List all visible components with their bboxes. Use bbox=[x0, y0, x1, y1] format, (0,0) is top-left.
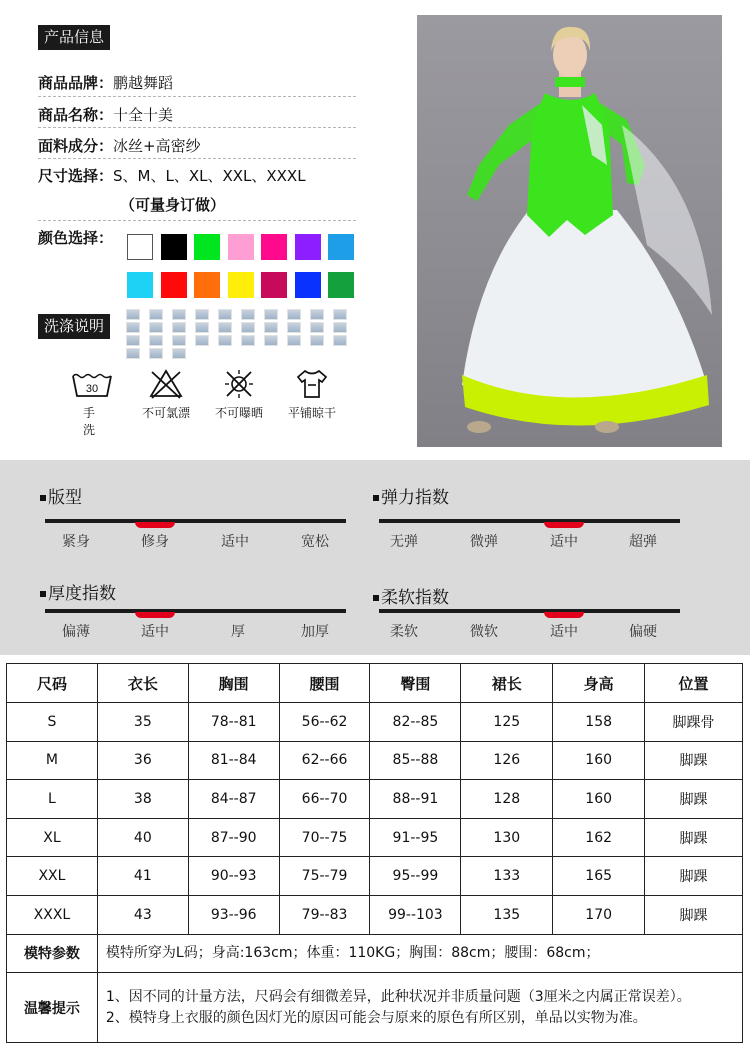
bullet-icon bbox=[373, 595, 379, 601]
detail-thumbnail[interactable] bbox=[126, 348, 140, 359]
detail-thumbnail[interactable] bbox=[333, 335, 347, 346]
table-cell: 81--84 bbox=[188, 741, 279, 780]
table-cell: 40 bbox=[97, 818, 188, 857]
detail-thumbnail[interactable] bbox=[264, 335, 278, 346]
index-scale-bar bbox=[379, 519, 680, 523]
size-table-header: 臀围 bbox=[370, 664, 461, 703]
table-cell: 162 bbox=[553, 818, 645, 857]
size-table bbox=[6, 663, 743, 1043]
table-cell: 62--66 bbox=[279, 741, 370, 780]
index-tick-label: 紧身 bbox=[62, 534, 90, 550]
detail-thumbnails bbox=[126, 309, 358, 361]
index-title bbox=[40, 483, 82, 508]
wash-item-no-sun bbox=[208, 368, 270, 421]
index-tick-label: 偏薄 bbox=[62, 624, 90, 640]
brand-key: 商品品牌： bbox=[38, 74, 114, 92]
index-tick-label: 无弹 bbox=[390, 534, 418, 550]
wash-title: 洗涤说明 bbox=[38, 314, 110, 339]
table-cell: 38 bbox=[97, 780, 188, 819]
color-swatch[interactable] bbox=[295, 272, 321, 298]
detail-thumbnail[interactable] bbox=[149, 335, 163, 346]
detail-thumbnail[interactable] bbox=[310, 309, 324, 320]
detail-thumbnail[interactable] bbox=[241, 322, 255, 333]
index-title-text: 版型 bbox=[48, 488, 82, 508]
detail-thumbnail[interactable] bbox=[218, 309, 232, 320]
detail-thumbnail[interactable] bbox=[126, 309, 140, 320]
model-params-row bbox=[7, 934, 743, 973]
table-cell: S bbox=[7, 703, 98, 742]
color-swatch[interactable] bbox=[127, 272, 153, 298]
custom-note: （可量身订做） bbox=[120, 196, 226, 214]
index-tick-label: 微弹 bbox=[470, 534, 498, 550]
table-cell: XXL bbox=[7, 857, 98, 896]
name-value: 十全十美 bbox=[113, 106, 174, 124]
index-marker bbox=[135, 612, 175, 618]
bullet-icon bbox=[373, 495, 379, 501]
color-row bbox=[38, 227, 113, 248]
size-table-header: 胸围 bbox=[188, 664, 279, 703]
detail-thumbnail[interactable] bbox=[218, 322, 232, 333]
index-tick-label: 微软 bbox=[470, 624, 498, 640]
table-cell: 91--95 bbox=[370, 818, 461, 857]
detail-thumbnail[interactable] bbox=[149, 348, 163, 359]
model-params-text: 模特所穿为L码；身高:163cm；体重：110KG；胸围：88cm；腰围：68cm； bbox=[97, 934, 742, 973]
wash-item-dry-flat bbox=[280, 368, 344, 421]
table-cell: 脚踝骨 bbox=[645, 703, 743, 742]
color-swatch[interactable] bbox=[261, 234, 287, 260]
table-cell: 56--62 bbox=[279, 703, 370, 742]
detail-thumbnail[interactable] bbox=[287, 322, 301, 333]
table-cell: 36 bbox=[97, 741, 188, 780]
size-table-header: 身高 bbox=[553, 664, 645, 703]
table-cell: 脚踝 bbox=[645, 818, 743, 857]
table-cell: 87--90 bbox=[188, 818, 279, 857]
table-cell: XL bbox=[7, 818, 98, 857]
table-cell: 130 bbox=[461, 818, 553, 857]
detail-thumbnail[interactable] bbox=[195, 322, 209, 333]
table-cell: 79--83 bbox=[279, 895, 370, 934]
table-cell: 脚踝 bbox=[645, 780, 743, 819]
color-key: 颜色选择： bbox=[38, 229, 114, 247]
detail-thumbnail[interactable] bbox=[310, 322, 324, 333]
table-cell: 35 bbox=[97, 703, 188, 742]
brand-value: 鹏越舞蹈 bbox=[113, 74, 174, 92]
divider bbox=[38, 127, 356, 128]
table-cell: 135 bbox=[461, 895, 553, 934]
no-bleach-icon bbox=[148, 368, 184, 400]
fabric-value: 冰丝+高密纱 bbox=[113, 137, 201, 155]
table-cell: 158 bbox=[553, 703, 645, 742]
brand-row bbox=[38, 72, 173, 93]
table-cell: 128 bbox=[461, 780, 553, 819]
detail-thumbnail[interactable] bbox=[287, 335, 301, 346]
table-cell: 93--96 bbox=[188, 895, 279, 934]
index-title bbox=[373, 583, 449, 608]
color-swatch[interactable] bbox=[194, 272, 220, 298]
index-scale-bar bbox=[45, 519, 346, 523]
dress-illustration bbox=[417, 15, 722, 447]
table-cell: 脚踝 bbox=[645, 857, 743, 896]
table-row bbox=[7, 895, 743, 934]
no-sun-dry-icon bbox=[221, 368, 257, 400]
table-row bbox=[7, 780, 743, 819]
index-tick-label: 适中 bbox=[550, 624, 578, 640]
tips-row bbox=[7, 973, 743, 1043]
index-title-text: 弹力指数 bbox=[381, 488, 449, 508]
fabric-row bbox=[38, 135, 201, 156]
color-swatch[interactable] bbox=[328, 272, 354, 298]
wash-temp: 30 bbox=[85, 383, 99, 395]
index-title-text: 厚度指数 bbox=[48, 584, 116, 604]
detail-thumbnail[interactable] bbox=[195, 335, 209, 346]
detail-thumbnail[interactable] bbox=[333, 322, 347, 333]
detail-thumbnail[interactable] bbox=[126, 335, 140, 346]
detail-thumbnail[interactable] bbox=[264, 309, 278, 320]
table-cell: 95--99 bbox=[370, 857, 461, 896]
table-cell: 78--81 bbox=[188, 703, 279, 742]
detail-thumbnail[interactable] bbox=[172, 335, 186, 346]
detail-thumbnail[interactable] bbox=[333, 309, 347, 320]
model-params-label: 模特参数 bbox=[7, 934, 98, 973]
table-cell: 125 bbox=[461, 703, 553, 742]
table-cell: XXXL bbox=[7, 895, 98, 934]
tip-text: 2、模特身上衣服的颜色因灯光的原因可能会与原来的原色有所区别，单品以实物为准。 bbox=[105, 1009, 647, 1026]
color-swatch[interactable] bbox=[261, 272, 287, 298]
table-cell: L bbox=[7, 780, 98, 819]
index-marker bbox=[544, 612, 584, 618]
size-value: S、M、L、XL、XXL、XXXL bbox=[113, 167, 306, 185]
table-row bbox=[7, 857, 743, 896]
index-tick-label: 修身 bbox=[141, 534, 169, 550]
color-swatch[interactable] bbox=[295, 234, 321, 260]
table-cell: 133 bbox=[461, 857, 553, 896]
table-cell: 85--88 bbox=[370, 741, 461, 780]
product-info-title: 产品信息 bbox=[38, 25, 110, 50]
detail-thumbnail[interactable] bbox=[149, 309, 163, 320]
index-title bbox=[40, 579, 116, 604]
size-row bbox=[38, 165, 306, 186]
wash-label: 平铺晾干 bbox=[287, 406, 336, 420]
divider bbox=[38, 96, 356, 97]
wash-item-no-bleach bbox=[135, 368, 197, 421]
index-scale-bar bbox=[45, 609, 346, 613]
table-cell: 41 bbox=[97, 857, 188, 896]
bullet-icon bbox=[40, 591, 46, 597]
index-tick-label: 适中 bbox=[141, 624, 169, 640]
table-cell: 165 bbox=[553, 857, 645, 896]
table-cell: 84--87 bbox=[188, 780, 279, 819]
detail-thumbnail[interactable] bbox=[264, 322, 278, 333]
table-cell: 170 bbox=[553, 895, 645, 934]
table-cell: 126 bbox=[461, 741, 553, 780]
wash-label: 不可曝晒 bbox=[214, 406, 263, 420]
color-swatch[interactable] bbox=[228, 272, 254, 298]
wash-label: 不可氯漂 bbox=[141, 406, 190, 420]
table-cell: 70--75 bbox=[279, 818, 370, 857]
index-title bbox=[373, 483, 449, 508]
detail-thumbnail[interactable] bbox=[172, 348, 186, 359]
name-key: 商品名称： bbox=[38, 106, 114, 124]
color-swatch[interactable] bbox=[127, 234, 153, 260]
table-cell: 88--91 bbox=[370, 780, 461, 819]
size-table-header: 衣长 bbox=[97, 664, 188, 703]
size-table-header: 尺码 bbox=[7, 664, 98, 703]
dry-flat-icon bbox=[294, 368, 330, 400]
table-cell: 160 bbox=[553, 741, 645, 780]
index-tick-label: 超弹 bbox=[629, 534, 657, 550]
color-swatch[interactable] bbox=[194, 234, 220, 260]
table-cell: 脚踝 bbox=[645, 895, 743, 934]
detail-thumbnail[interactable] bbox=[218, 335, 232, 346]
index-marker bbox=[544, 522, 584, 528]
detail-thumbnail[interactable] bbox=[241, 335, 255, 346]
table-cell: 82--85 bbox=[370, 703, 461, 742]
index-marker bbox=[135, 522, 175, 528]
table-cell: M bbox=[7, 741, 98, 780]
index-scale-bar bbox=[379, 609, 680, 613]
wash-label: 手 洗 bbox=[82, 406, 115, 437]
size-table-header: 位置 bbox=[645, 664, 743, 703]
index-tick-label: 加厚 bbox=[301, 624, 329, 640]
table-cell: 脚踝 bbox=[645, 741, 743, 780]
index-tick-label: 适中 bbox=[221, 534, 249, 550]
index-tick-label: 宽松 bbox=[301, 534, 329, 550]
fabric-key: 面料成分： bbox=[38, 137, 114, 155]
size-key: 尺寸选择： bbox=[38, 167, 114, 185]
table-cell: 66--70 bbox=[279, 780, 370, 819]
detail-thumbnail[interactable] bbox=[172, 309, 186, 320]
color-swatch[interactable] bbox=[161, 234, 187, 260]
table-row bbox=[7, 818, 743, 857]
color-swatch[interactable] bbox=[328, 234, 354, 260]
wash-item-hand bbox=[58, 368, 126, 438]
table-cell: 160 bbox=[553, 780, 645, 819]
detail-thumbnail[interactable] bbox=[241, 309, 255, 320]
index-tick-label: 适中 bbox=[550, 534, 578, 550]
tip-text: 1、因不同的计量方法，尺码会有细微差异，此种状况并非质量问题（3厘米之内属正常误差）。 bbox=[105, 988, 691, 1005]
detail-thumbnail[interactable] bbox=[126, 322, 140, 333]
hand-wash-30-icon bbox=[70, 368, 114, 400]
detail-thumbnail[interactable] bbox=[172, 322, 186, 333]
tips-text bbox=[97, 973, 742, 1043]
size-table-header: 腰围 bbox=[279, 664, 370, 703]
color-swatch[interactable] bbox=[161, 272, 187, 298]
index-tick-label: 柔软 bbox=[390, 624, 418, 640]
table-cell: 99--103 bbox=[370, 895, 461, 934]
tips-label: 温馨提示 bbox=[7, 973, 98, 1043]
index-tick-label: 偏硬 bbox=[629, 624, 657, 640]
table-cell: 75--79 bbox=[279, 857, 370, 896]
size-table-header: 裙长 bbox=[461, 664, 553, 703]
product-photo bbox=[417, 15, 722, 447]
index-tick-label: 厚 bbox=[231, 624, 245, 640]
bullet-icon bbox=[40, 495, 46, 501]
detail-thumbnail[interactable] bbox=[149, 322, 163, 333]
name-row bbox=[38, 104, 173, 125]
index-title-text: 柔软指数 bbox=[381, 588, 449, 608]
table-row bbox=[7, 703, 743, 742]
detail-thumbnail[interactable] bbox=[195, 309, 209, 320]
table-cell: 43 bbox=[97, 895, 188, 934]
color-swatch[interactable] bbox=[228, 234, 254, 260]
table-row bbox=[7, 741, 743, 780]
table-cell: 90--93 bbox=[188, 857, 279, 896]
detail-thumbnail[interactable] bbox=[287, 309, 301, 320]
divider bbox=[38, 158, 356, 159]
detail-thumbnail[interactable] bbox=[310, 335, 324, 346]
divider bbox=[38, 220, 356, 221]
